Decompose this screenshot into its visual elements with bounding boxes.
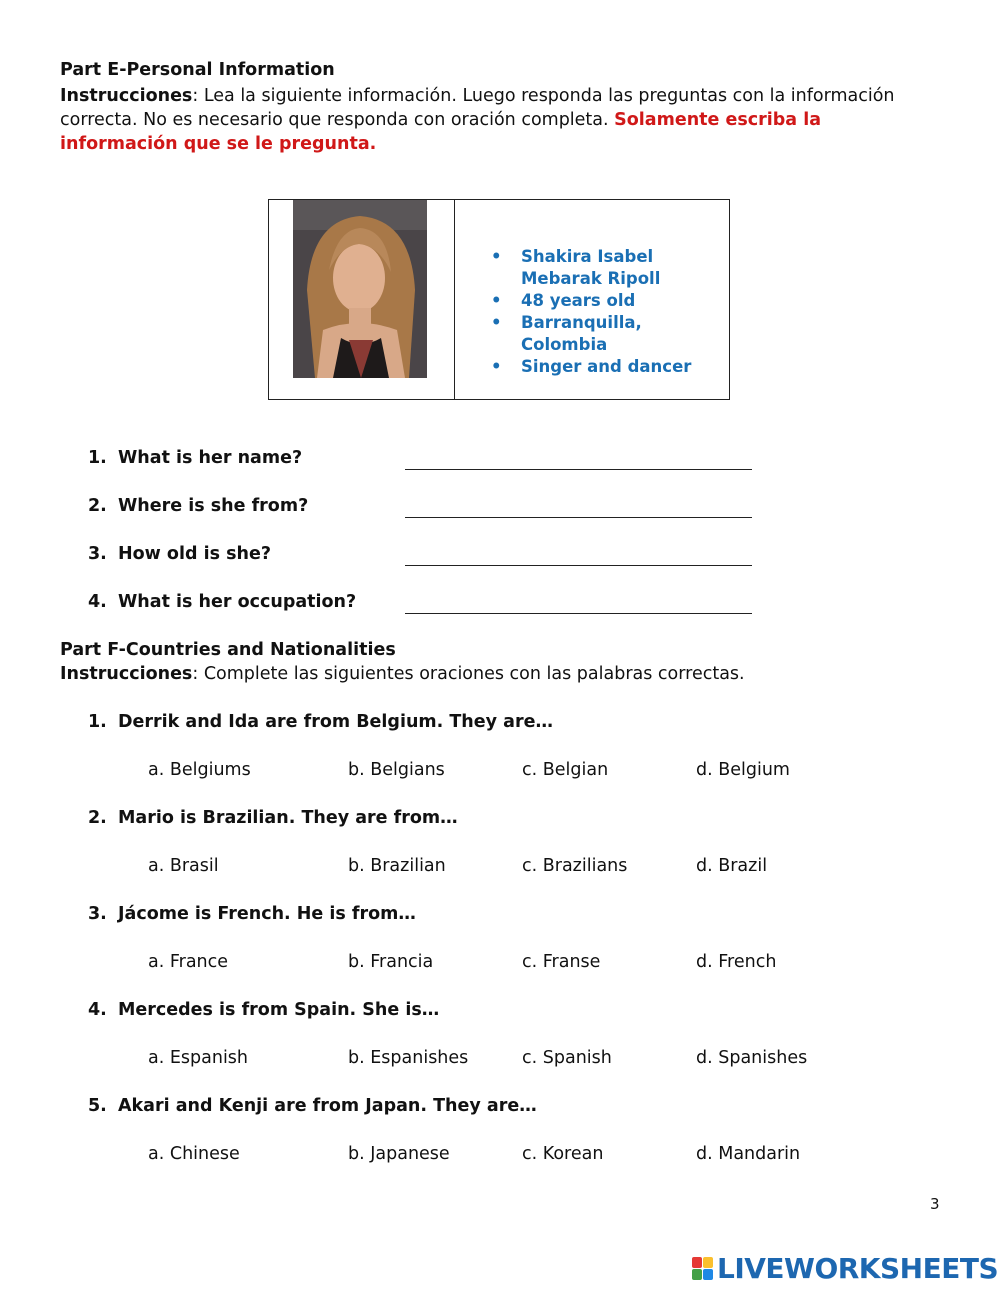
question-3 <box>88 544 271 564</box>
part-e-title: Part E-Personal Information <box>60 60 335 80</box>
table-divider <box>454 200 455 399</box>
mc-question-2 <box>88 808 458 828</box>
question-number: 3. <box>88 904 107 924</box>
mc5-option-d[interactable]: d. Mandarin <box>696 1144 801 1164</box>
mc-question-5 <box>88 1096 537 1116</box>
page-number: 3 <box>930 1195 940 1213</box>
logo-text: LIVEWORKSHEETS <box>717 1252 999 1285</box>
question-number: 3. <box>88 544 107 564</box>
mc5-option-b[interactable]: b. Japanese <box>348 1144 450 1164</box>
question-text: Derrik and Ida are from Belgium. They are… <box>118 712 553 732</box>
mc5-option-a[interactable]: a. Chinese <box>148 1144 240 1164</box>
question-number: 4. <box>88 592 107 612</box>
answer-input-4[interactable] <box>405 591 752 614</box>
part-f-instructions <box>60 664 745 684</box>
part-f-title: Part F-Countries and Nationalities <box>60 640 396 660</box>
mc-question-1 <box>88 712 553 732</box>
question-text: What is her name? <box>118 448 303 468</box>
logo-blocks-icon <box>692 1257 714 1281</box>
profile-photo <box>293 200 427 378</box>
profile-card <box>268 199 730 400</box>
mc3-option-d[interactable]: d. French <box>696 952 777 972</box>
instructions-label: Instrucciones <box>60 664 193 684</box>
instructions-label: Instrucciones <box>60 86 193 106</box>
question-1 <box>88 448 302 468</box>
instructions-text: : Lea la siguiente información. Luego responda las preguntas con la información correcta. No es necesario que responda con oración completa. <box>60 86 895 130</box>
mc1-option-b[interactable]: b. Belgians <box>348 760 445 780</box>
mc3-option-b[interactable]: b. Francia <box>348 952 434 972</box>
mc2-option-a[interactable]: a. Brasil <box>148 856 219 876</box>
answer-input-3[interactable] <box>405 543 752 566</box>
answer-input-2[interactable] <box>405 495 752 518</box>
question-text: Mario is Brazilian. They are from… <box>118 808 458 828</box>
question-text: Where is she from? <box>118 496 309 516</box>
question-4 <box>88 592 356 612</box>
mc3-option-a[interactable]: a. France <box>148 952 229 972</box>
fact-age: • 48 years old <box>489 290 729 312</box>
liveworksheets-logo[interactable] <box>692 1252 998 1285</box>
fact-name: • Shakira Isabel Mebarak Ripoll <box>489 246 691 290</box>
part-e-instructions <box>60 84 940 156</box>
question-number: 1. <box>88 448 107 468</box>
mc2-option-d[interactable]: d. Brazil <box>696 856 768 876</box>
question-text: Mercedes is from Spain. She is… <box>118 1000 440 1020</box>
mc1-option-c[interactable]: c. Belgian <box>522 760 609 780</box>
mc4-option-c[interactable]: c. Spanish <box>522 1048 612 1068</box>
mc2-option-b[interactable]: b. Brazilian <box>348 856 446 876</box>
mc2-option-c[interactable]: c. Brazilians <box>522 856 628 876</box>
mc3-option-c[interactable]: c. Franse <box>522 952 601 972</box>
question-text: How old is she? <box>118 544 271 564</box>
answer-input-1[interactable] <box>405 447 752 470</box>
question-text: Jácome is French. He is from… <box>118 904 416 924</box>
mc5-option-c[interactable]: c. Korean <box>522 1144 604 1164</box>
mc1-option-a[interactable]: a. Belgiums <box>148 760 251 780</box>
mc4-option-b[interactable]: b. Espanishes <box>348 1048 469 1068</box>
mc1-option-d[interactable]: d. Belgium <box>696 760 790 780</box>
question-number: 2. <box>88 808 107 828</box>
fact-origin: • Barranquilla, Colombia <box>489 312 729 356</box>
mc4-option-a[interactable]: a. Espanish <box>148 1048 249 1068</box>
question-2 <box>88 496 308 516</box>
instructions-text: : Complete las siguientes oraciones con las palabras correctas. <box>192 664 745 684</box>
question-text: What is her occupation? <box>118 592 357 612</box>
question-text: Akari and Kenji are from Japan. They are… <box>118 1096 537 1116</box>
mc4-option-d[interactable]: d. Spanishes <box>696 1048 808 1068</box>
fact-occupation: • Singer and dancer <box>489 356 729 378</box>
profile-facts <box>489 246 729 378</box>
mc-question-4 <box>88 1000 439 1020</box>
instructions-emphasis: Solamente escriba la información que se le pregunta. <box>60 110 822 154</box>
question-number: 2. <box>88 496 107 516</box>
question-number: 4. <box>88 1000 107 1020</box>
question-number: 5. <box>88 1096 107 1116</box>
question-number: 1. <box>88 712 107 732</box>
mc-question-3 <box>88 904 416 924</box>
